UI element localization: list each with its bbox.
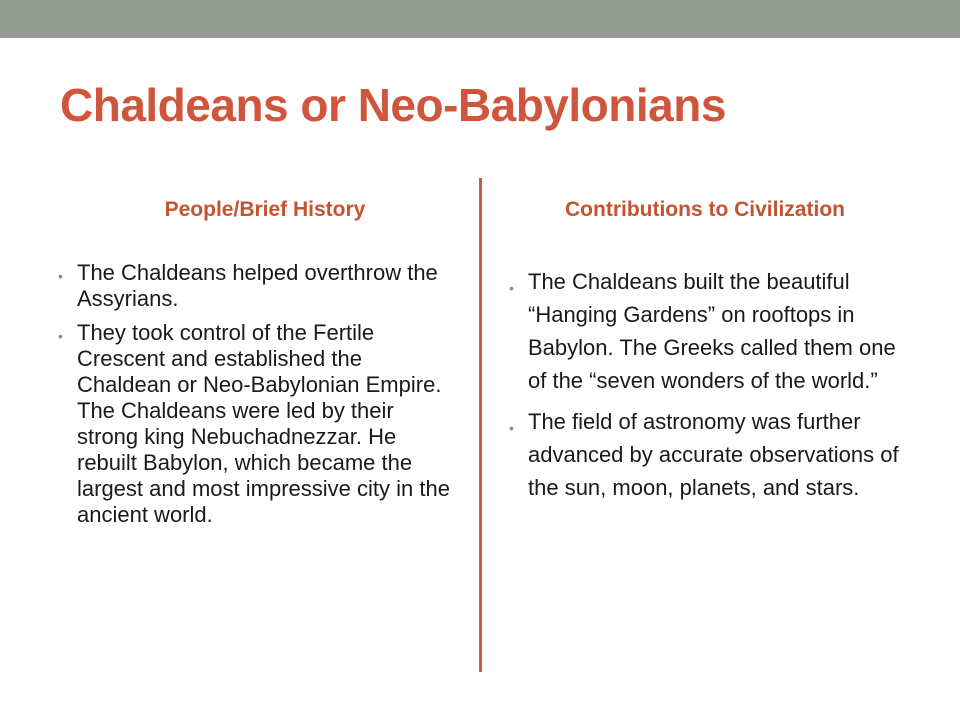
column-divider <box>479 178 482 672</box>
right-bullet-list <box>509 265 909 512</box>
left-bullet-list <box>58 260 458 536</box>
bullet-dot-icon: • <box>509 420 514 436</box>
bullet-text: The field of astronomy was further advanced by accurate observations of the sun, moon, planets, and stars. <box>528 409 899 500</box>
bullet-item <box>509 265 909 397</box>
top-accent-bar <box>0 0 960 38</box>
bullet-item <box>58 260 458 312</box>
bullet-text: They took control of the Fertile Crescent and established the Chaldean or Neo-Babylonian Empire. The Chaldeans were led by their strong king Nebuchadnezzar. He rebuilt Babylon, which became the largest and most impressive city in the ancient world. <box>77 320 450 527</box>
bullet-item <box>509 405 909 504</box>
right-column-heading: Contributions to Civilization <box>565 198 845 221</box>
left-column-heading: People/Brief History <box>164 198 366 221</box>
bullet-dot-icon: • <box>58 268 63 284</box>
bullet-text: The Chaldeans built the beautiful “Hanging Gardens” on rooftops in Babylon. The Greeks called them one of the “seven wonders of the world.” <box>528 269 896 393</box>
bullet-text: The Chaldeans helped overthrow the Assyrians. <box>77 260 438 311</box>
bullet-dot-icon: • <box>509 280 514 296</box>
bullet-item <box>58 320 458 528</box>
slide-title: Chaldeans or Neo-Babylonians <box>60 79 726 131</box>
bullet-dot-icon: • <box>58 328 63 344</box>
